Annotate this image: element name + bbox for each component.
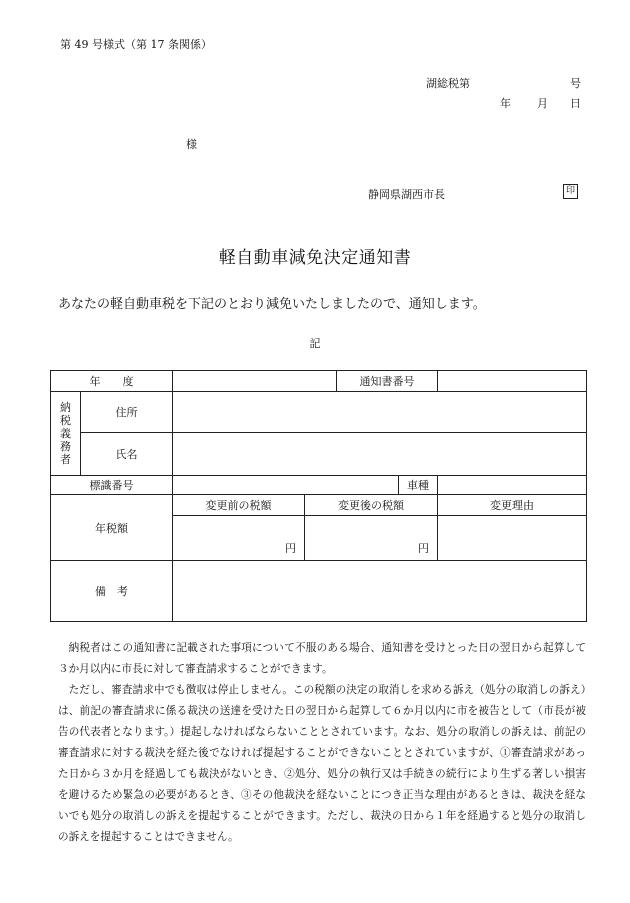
address-label: 住所	[81, 392, 173, 433]
plate-number-value-cell	[173, 476, 399, 495]
remarks-label: 備 考	[51, 561, 173, 622]
date-year: 年	[500, 97, 511, 110]
taxpayer-char: 者	[60, 453, 71, 466]
year-value-cell	[173, 371, 337, 392]
change-reason-label: 変更理由	[438, 495, 587, 516]
vehicle-type-label: 車種	[399, 476, 438, 495]
document-title: 軽自動車減免決定通知書	[218, 248, 412, 268]
form-number: 第 49 号様式（第 17 条関係）	[60, 38, 212, 51]
addressee-suffix: 様	[186, 138, 197, 151]
address-value-cell	[173, 392, 587, 433]
taxpayer-char: 務	[60, 440, 71, 453]
document-number-suffix: 号	[570, 77, 581, 90]
tax-after-yen: 円	[305, 516, 438, 561]
tax-after-label: 変更後の税額	[305, 495, 438, 516]
taxpayer-char: 納	[60, 401, 71, 414]
plate-number-label: 標識番号	[51, 476, 173, 495]
appeal-notes	[58, 638, 586, 848]
remarks-value-cell	[173, 561, 587, 622]
year-label: 年 度	[51, 371, 173, 392]
taxpayer-char: 義	[60, 427, 71, 440]
taxpayer-char: 税	[60, 414, 71, 427]
tax-before-yen: 円	[173, 516, 305, 561]
notice-number-value-cell	[438, 371, 587, 392]
date-day: 日	[570, 97, 581, 110]
name-label: 氏名	[81, 433, 173, 476]
notes-paragraph-2: ただし、審査請求中でも徴収は停止しません。この税額の決定の取消しを求める訴え（処分の取消しの訴え）は、前記の審査請求に係る裁決の送達を受けた日の翌日から起算して６か月以内に市を被告として（市長が被告の代表者となります。）提起しなければならないこととされています。なお、処分の取消しの訴えは、前記の審査請求に対する裁決を経た後でなければ提起することができないこととされていますが、①審査請求があった日から３か月を経過しても裁決がないとき、②処分、処分の執行又は手続きの続行により生ずる著しい損害を避けるため緊急の必要があるとき、③その他裁決を経ないことにつき正当な理由があるときは、裁決を経ないでも処分の取消しの訴えを提起することができます。ただし、裁決の日から１年を経過すると処分の取消しの訴えを提起することはできません。	[58, 684, 586, 843]
date-month: 月	[537, 97, 548, 110]
taxpayer-label	[51, 392, 81, 476]
change-reason-value-cell	[438, 516, 587, 561]
document-number-label: 湖総税第	[426, 77, 470, 90]
tax-before-label: 変更前の税額	[173, 495, 305, 516]
vehicle-type-value-cell	[438, 476, 587, 495]
annual-tax-label: 年税額	[51, 495, 173, 561]
notes-paragraph-1: 納税者はこの通知書に記載された事項について不服のある場合、通知書を受けとった日の翌日から起算して３か月以内に市長に対して審査請求することができます。	[58, 642, 586, 675]
name-value-cell	[173, 433, 587, 476]
ki-heading: 記	[309, 337, 321, 350]
lead-text: あなたの軽自動車税を下記のとおり減免いたしましたので、通知します。	[58, 297, 486, 312]
seal-mark: 印	[563, 184, 578, 199]
reduction-table	[50, 370, 587, 622]
issuer: 静岡県湖西市長	[368, 188, 445, 201]
notice-number-label: 通知書番号	[337, 371, 438, 392]
